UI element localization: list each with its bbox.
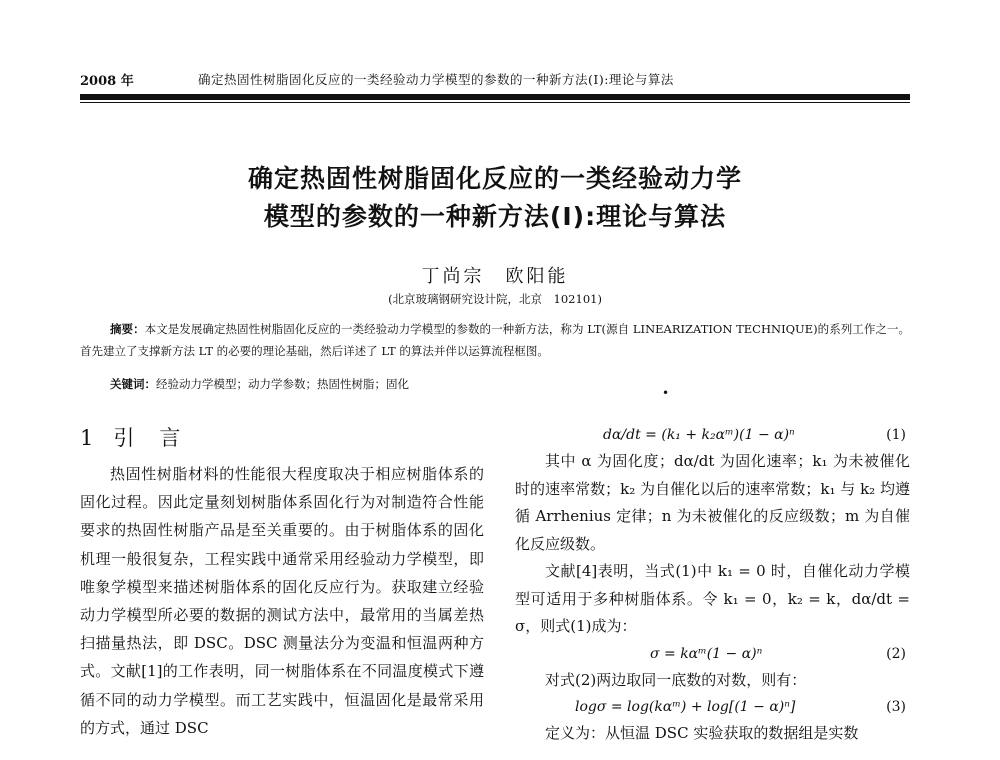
affiliation: (北京玻璃钢研究设计院，北京 102101) <box>388 292 602 306</box>
autocatalytic-paragraph: 文献[4]表明，当式(1)中 k₁ = 0 时，自催化动力学模型可适用于多种树脂体系。令 k₁ = 0，k₂ = k，dα/dt = σ，则式(1)成为： <box>515 562 910 635</box>
right-column <box>515 422 910 748</box>
abstract-label: 摘要： <box>110 322 145 336</box>
variable-definitions: 其中 α 为固化度；dα/dt 为固化速率；k₁ 为未被催化时的速率常数；k₂ 为自催化以后的速率常数；k₁ 与 k₂ 均遵循 Arrhenius 定律；n 为未被催化的反应级数；m 为自催化反应级数。 <box>515 452 910 553</box>
title-line-2: 模型的参数的一种新方法(Ⅰ):理论与算法 <box>263 202 727 231</box>
equation-1-number: (1) <box>886 427 906 443</box>
equation-2 <box>515 641 910 667</box>
definition-line: 定义为：从恒温 DSC 实验获取的数据组是实数 <box>545 724 859 742</box>
section-heading <box>80 422 484 452</box>
keywords-label: 关键词： <box>110 377 156 391</box>
header-rule-thin <box>80 102 910 103</box>
equation-1 <box>515 422 910 448</box>
running-header <box>80 70 910 92</box>
header-year: 2008 年 <box>80 74 134 89</box>
equation-2-formula: σ = kαᵐ(1 − α)ⁿ <box>650 645 763 662</box>
authors: 丁尚宗 欧阳能 <box>421 266 569 287</box>
paper-title <box>80 160 910 236</box>
keywords-text: 经验动力学模型；动力学参数；热固性树脂；固化 <box>156 377 409 391</box>
section-title: 引 言 <box>113 426 183 450</box>
equation-3-number: (3) <box>886 699 906 715</box>
equation-3 <box>515 694 910 720</box>
abstract-text: 本文是发展确定热固性树脂固化反应的一类经验动力学模型的参数的一种新方法，称为 LT(源自 LINEARIZATION TECHNIQUE)的系列工作之一。首先建立了支撑新方法 LT 的必要的理论基础，然后详述了 LT 的算法并伴以运算流程框图。 <box>80 322 910 358</box>
abstract <box>80 318 910 362</box>
equation-3-formula: logσ = log(kαᵐ) + log[(1 − α)ⁿ] <box>575 699 796 715</box>
equation-1-formula: dα/dt = (k₁ + k₂αᵐ)(1 − α)ⁿ <box>603 427 795 443</box>
log-intro: 对式(2)两边取同一底数的对数，则有： <box>545 670 807 689</box>
left-column <box>80 422 484 742</box>
section-number: 1 <box>80 426 96 450</box>
equation-2-number: (2) <box>886 645 906 662</box>
stray-mark: • <box>662 386 670 400</box>
title-line-1: 确定热固性树脂固化反应的一类经验动力学 <box>247 164 742 193</box>
header-running-title: 确定热固性树脂固化反应的一类经验动力学模型的参数的一种新方法(Ⅰ):理论与算法 <box>198 72 674 87</box>
keywords <box>110 374 910 394</box>
header-rule-thick <box>80 94 910 100</box>
intro-paragraph: 热固性树脂材料的性能很大程度取决于相应树脂体系的固化过程。因此定量刻划树脂体系固化行为对制造符合性能要求的热固性树脂产品是至关重要的。由于树脂体系的固化机理一般很复杂，工程实践中通常采用经验动力学模型，即唯象学模型来描述树脂体系的固化反应行为。获取建立经验动力学模型所必要的数据的测试方法中，最常用的当属差热扫描量热法，即 DSC。DSC 测量法分为变温和恒温两种方式。文献[1]的工作表明，同一树脂体系在不同温度模式下遵循不同的动力学模型。而工艺实践中，恒温固化是最常采用的方式，通过 DSC <box>80 465 484 737</box>
